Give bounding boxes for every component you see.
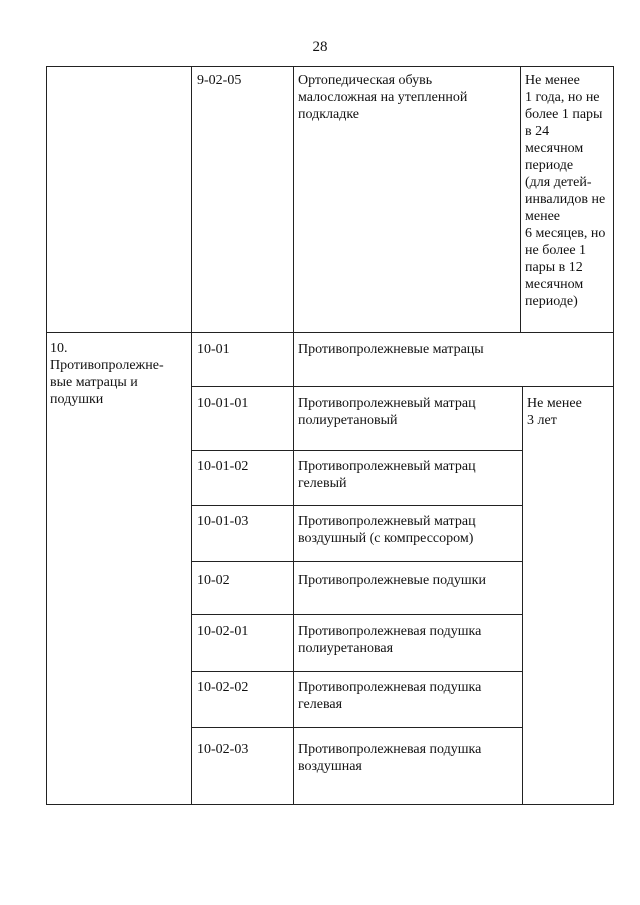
row-divider-10-01-01: [191, 450, 523, 451]
column-divider-3-lower: [522, 386, 523, 804]
row-divider-10-01: [191, 386, 614, 387]
name-line: гелевая: [298, 697, 343, 712]
term-line: менее: [525, 209, 560, 224]
code-cell: 10-02: [197, 573, 230, 588]
name-line: воздушная: [298, 759, 362, 774]
row-divider-group: [46, 332, 614, 333]
name-line: подкладке: [298, 107, 360, 122]
name-line: Противопролежневая подушка: [298, 680, 482, 695]
code-cell: 10-01-02: [197, 459, 249, 474]
group-line: Противопролежне-: [50, 358, 164, 373]
term-line: месячном: [525, 277, 584, 292]
term-line: 6 месяцев, но: [525, 226, 606, 241]
code-cell: 9-02-05: [197, 73, 242, 88]
row-divider-10-02: [191, 614, 523, 615]
table-bottom-border: [46, 804, 614, 805]
code-cell: 10-01: [197, 342, 230, 357]
term-line: пары в 12: [525, 260, 583, 275]
name-line: полиуретановый: [298, 413, 398, 428]
term-line: (для детей-: [525, 175, 592, 190]
group-line: подушки: [50, 392, 104, 407]
group-line: вые матрацы и: [50, 375, 138, 390]
column-divider-3-row1: [520, 66, 521, 332]
name-line: Противопролежневый матрац: [298, 396, 476, 411]
name-cell: [298, 458, 520, 492]
name-line: полиуретановая: [298, 641, 394, 656]
term-line: более 1 пары: [525, 107, 603, 122]
term-line: в 24: [525, 124, 550, 139]
name-cell: [298, 72, 518, 123]
code-cell: 10-01-01: [197, 396, 249, 411]
name-line: Противопролежневый матрац: [298, 459, 476, 474]
name-cell: Противопролежневые матрацы: [298, 342, 484, 357]
term-line: инвалидов не: [525, 192, 606, 207]
term-line: не более 1: [525, 243, 587, 258]
name-cell: [298, 741, 520, 775]
term-cell: [525, 72, 613, 310]
name-cell: Противопролежневые подушки: [298, 573, 486, 588]
name-cell: [298, 395, 520, 429]
column-divider-1: [191, 66, 192, 804]
code-cell: 10-02-02: [197, 680, 249, 695]
column-divider-2: [293, 66, 294, 804]
term-line: периоде: [525, 158, 574, 173]
term-line: 3 лет: [527, 413, 557, 428]
code-cell: 10-01-03: [197, 514, 249, 529]
term-line: периоде): [525, 294, 578, 309]
table-top-border: [46, 66, 614, 67]
name-cell: [298, 513, 520, 547]
row-divider-10-02-01: [191, 671, 523, 672]
page-number: 28: [312, 39, 328, 55]
group-line: 10.: [50, 341, 68, 356]
term-line: месячном: [525, 141, 584, 156]
term-cell: [527, 395, 613, 429]
code-cell: 10-02-01: [197, 624, 249, 639]
term-line: 1 года, но не: [525, 90, 600, 105]
table-right-border: [613, 66, 614, 804]
name-line: Противопролежневая подушка: [298, 742, 482, 757]
name-line: Ортопедическая обувь: [298, 73, 433, 88]
name-cell: [298, 623, 520, 657]
name-line: гелевый: [298, 476, 347, 491]
term-line: Не менее: [527, 396, 582, 411]
group-label-cell: [50, 340, 188, 408]
table-left-border: [46, 66, 47, 804]
name-line: Противопролежневая подушка: [298, 624, 482, 639]
name-line: малосложная на утепленной: [298, 90, 468, 105]
code-cell: 10-02-03: [197, 742, 249, 757]
name-cell: [298, 679, 520, 713]
name-line: воздушный (с компрессором): [298, 531, 474, 546]
name-line: Противопролежневый матрац: [298, 514, 476, 529]
row-divider-10-01-03: [191, 561, 523, 562]
row-divider-10-01-02: [191, 505, 523, 506]
term-line: Не менее: [525, 73, 580, 88]
row-divider-10-02-02: [191, 727, 523, 728]
